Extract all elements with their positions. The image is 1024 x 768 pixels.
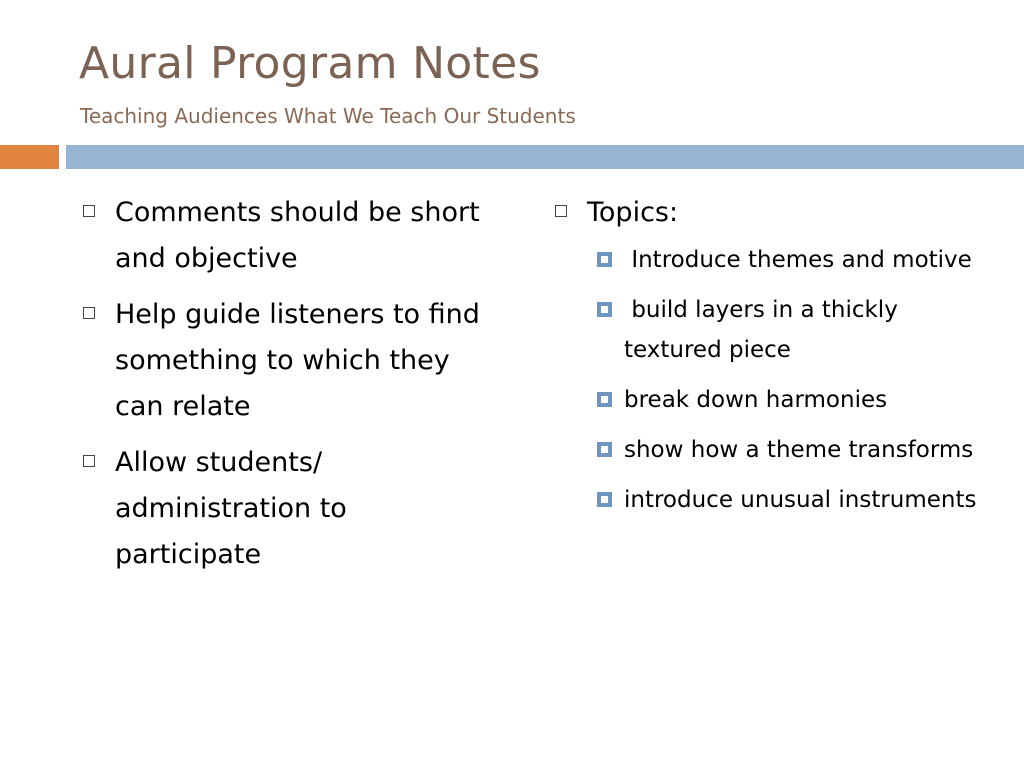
sub-list-item-text: introduce unusual instruments [624, 487, 977, 513]
sub-list-item [552, 480, 992, 520]
hollow-square-bullet-icon [83, 205, 95, 217]
hollow-square-bullet-icon [83, 307, 95, 319]
sub-list-item-text: break down harmonies [624, 387, 888, 413]
list-item [80, 292, 500, 430]
sub-list-item [552, 290, 992, 370]
slide-subtitle: Teaching Audiences What We Teach Our Students [80, 104, 576, 128]
list-item [80, 190, 500, 282]
right-column [552, 190, 992, 530]
list-item-text: Comments should be short and objective [115, 197, 480, 274]
accent-band-blue [66, 145, 1024, 169]
sub-list-item-text: show how a theme transforms [624, 437, 974, 463]
filled-square-bullet-icon [597, 442, 612, 457]
filled-square-bullet-icon [597, 302, 612, 317]
sub-list-item-text: Introduce themes and motive [624, 247, 972, 273]
hollow-square-bullet-icon [555, 205, 567, 217]
sub-list-item [552, 380, 992, 420]
accent-band-orange [0, 145, 59, 169]
filled-square-bullet-icon [597, 252, 612, 267]
list-item [80, 440, 500, 578]
list-item-text: Allow students/ administration to participate [115, 447, 347, 570]
sub-list-item-text: build layers in a thickly textured piece [624, 297, 906, 363]
hollow-square-bullet-icon [83, 455, 95, 467]
sub-list-item [552, 430, 992, 470]
filled-square-bullet-icon [597, 492, 612, 507]
sub-list-item [552, 240, 992, 280]
slide-title: Aural Program Notes [79, 38, 541, 89]
topics-heading-text: Topics: [587, 197, 679, 228]
list-item-text: Help guide listeners to find something to which they can relate [115, 299, 480, 422]
left-column [80, 190, 500, 588]
filled-square-bullet-icon [597, 392, 612, 407]
topics-heading [552, 190, 992, 236]
